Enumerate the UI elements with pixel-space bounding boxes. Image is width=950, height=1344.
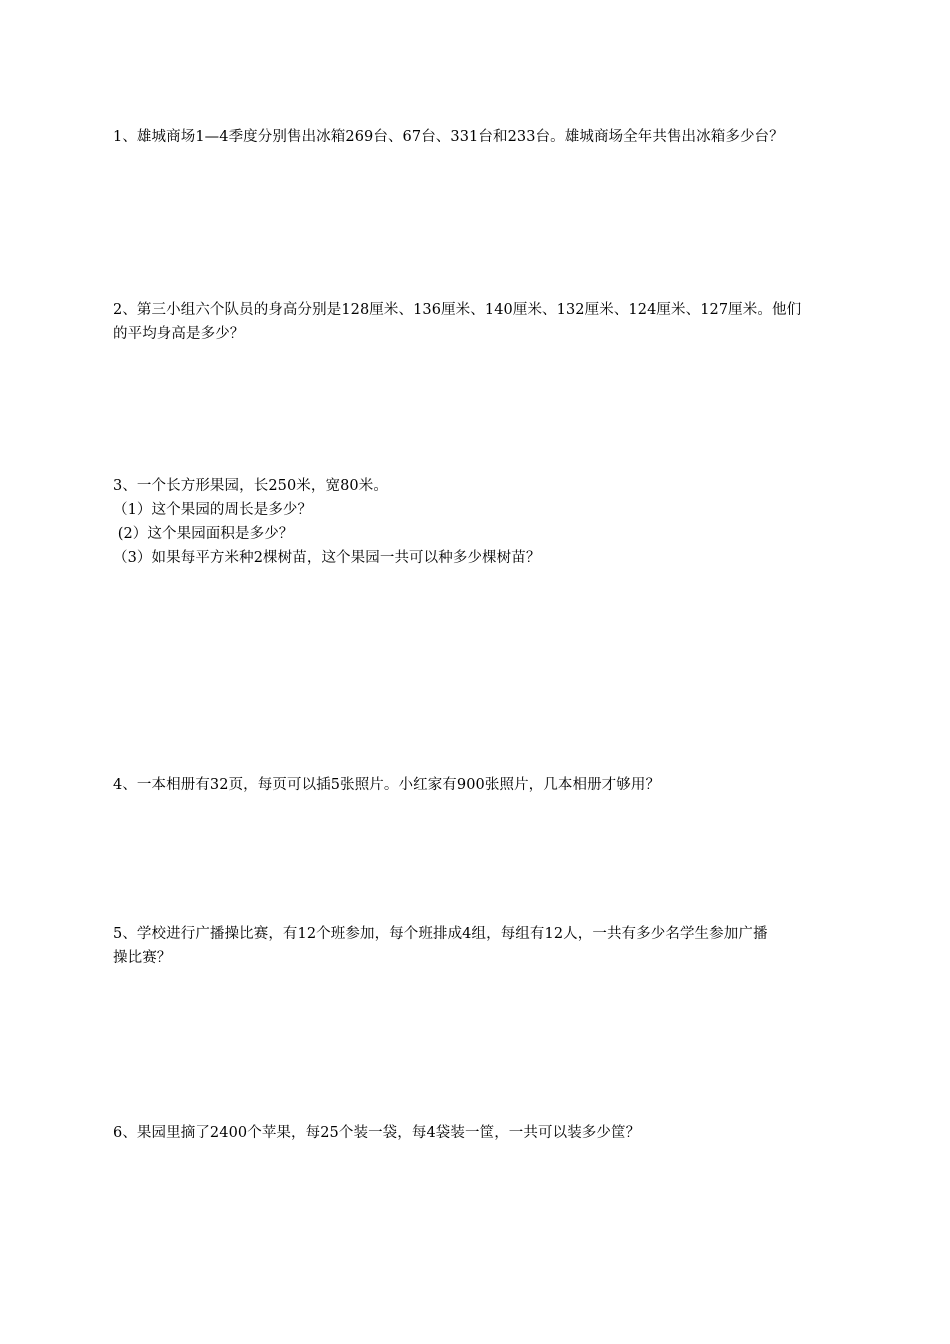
problem-4 — [113, 773, 843, 797]
problem-2-text-line-1: 2、第三小组六个队员的身高分别是128厘米、136厘米、140厘米、132厘米、124厘米、127厘米。他们 — [113, 302, 802, 318]
problem-4-text: 4、一本相册有32页，每页可以插5张照片。小红家有900张照片，几本相册才够用？ — [113, 777, 661, 793]
problem-5-text-line-2: 操比赛？ — [113, 950, 172, 966]
problem-1 — [113, 125, 843, 149]
problem-3-text: 3、一个长方形果园，长250米，宽80米。 — [113, 478, 388, 494]
problem-3-subquestion-1: （1）这个果园的周长是多少？ — [113, 502, 313, 518]
problem-3-subquestion-2: (2）这个果园面积是多少？ — [113, 526, 294, 542]
problem-6-text: 6、果园里摘了2400个苹果，每25个装一袋，每4袋装一筐，一共可以装多少筐？ — [113, 1125, 641, 1141]
problem-5 — [113, 922, 843, 970]
problem-1-text: 1、雄城商场1—4季度分别售出冰箱269台、67台、331台和233台。雄城商场全年共售出冰箱多少台？ — [113, 129, 784, 145]
problem-6 — [113, 1121, 843, 1145]
problem-2-text-line-2: 的平均身高是多少？ — [113, 326, 245, 342]
problem-3 — [113, 474, 843, 570]
problem-2 — [113, 298, 843, 346]
problem-3-subquestion-3: （3）如果每平方米种2棵树苗，这个果园一共可以种多少棵树苗？ — [113, 550, 541, 566]
problem-5-text-line-1: 5、学校进行广播操比赛，有12个班参加，每个班排成4组，每组有12人，一共有多少名学生参加广播 — [113, 926, 768, 942]
